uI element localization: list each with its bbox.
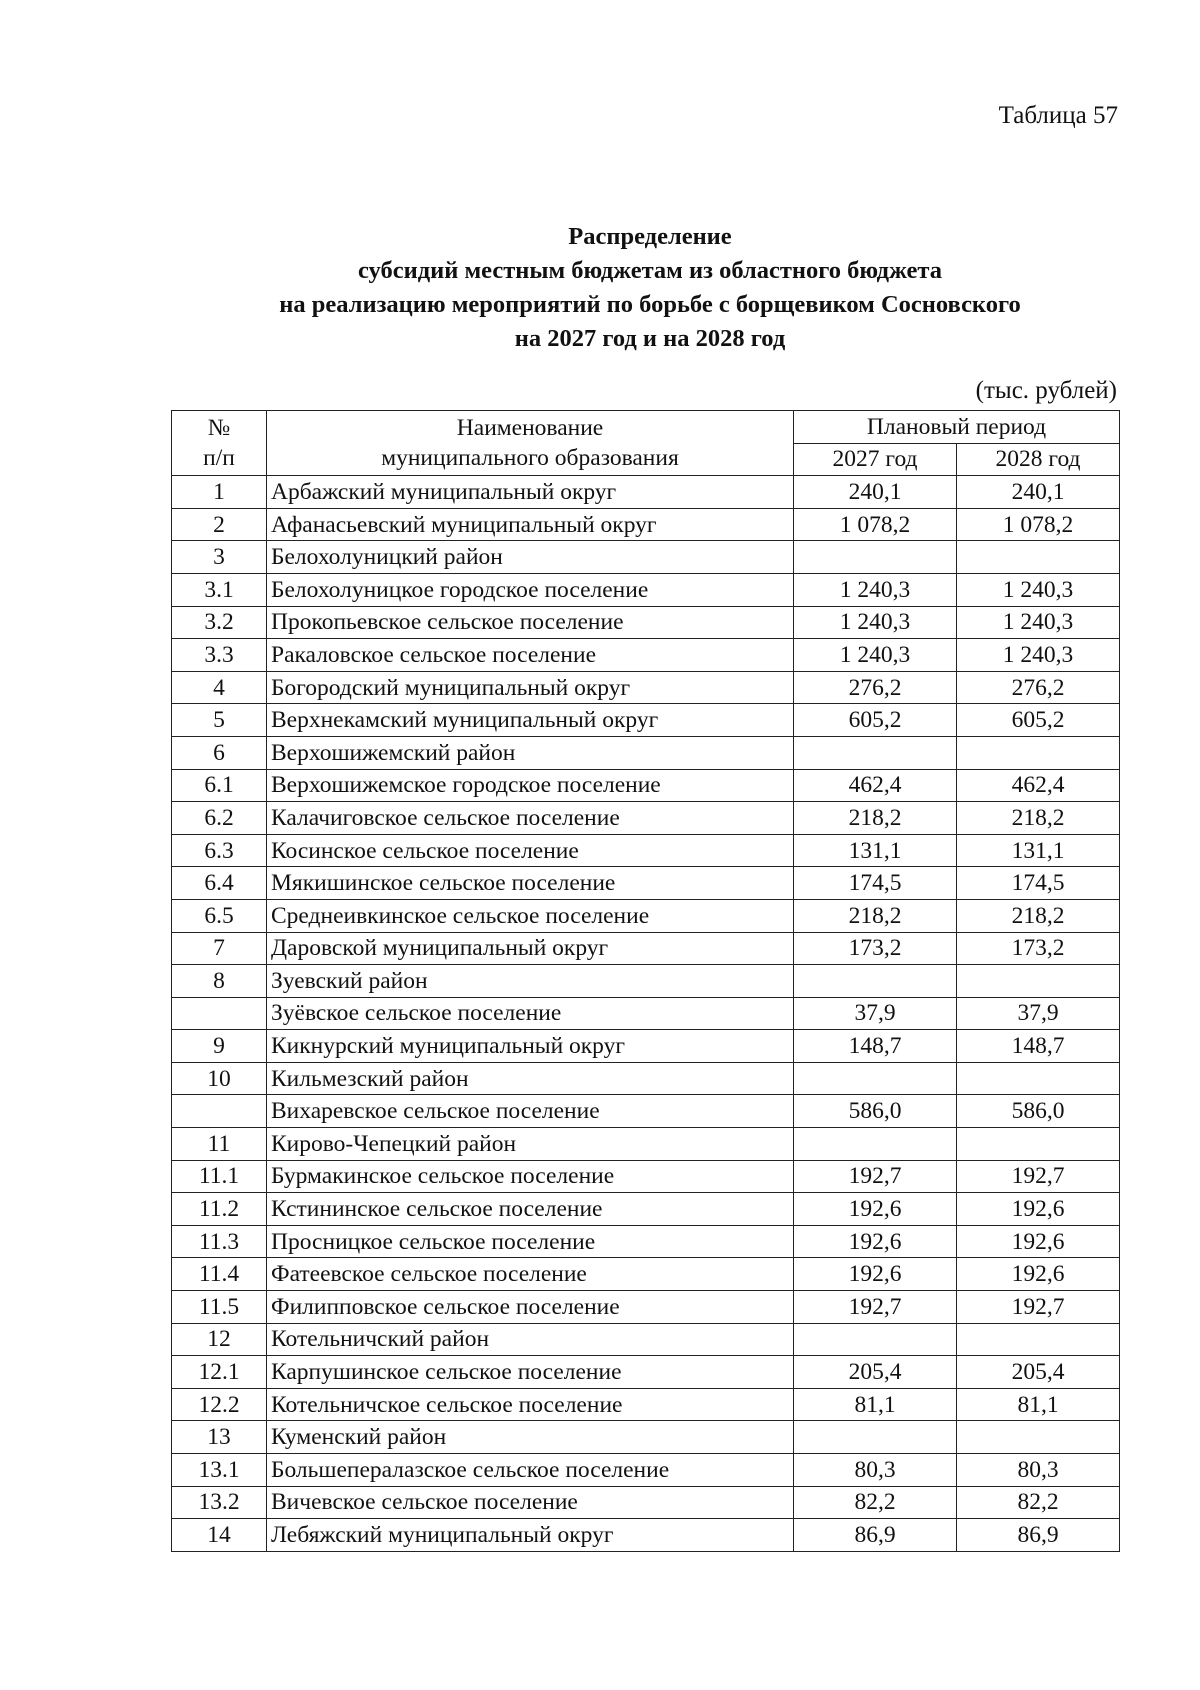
table-row — [172, 1486, 1120, 1519]
row-2027-cell: 174,5 — [794, 867, 957, 900]
table-row — [172, 1193, 1120, 1226]
header-name-line2: муниципального образования — [381, 445, 679, 472]
row-2027-cell: 605,2 — [794, 704, 957, 737]
row-number-cell: 6.3 — [172, 834, 267, 867]
row-2028-cell — [957, 736, 1120, 769]
row-number-cell: 3.3 — [172, 639, 267, 672]
row-name-cell: Даровской муниципальный округ — [267, 932, 794, 965]
row-2027-cell: 218,2 — [794, 802, 957, 835]
table-row — [172, 899, 1120, 932]
row-2028-cell: 205,4 — [957, 1356, 1120, 1389]
row-name-cell: Котельничский район — [267, 1323, 794, 1356]
row-2028-cell: 218,2 — [957, 899, 1120, 932]
row-number-cell: 13.1 — [172, 1454, 267, 1487]
table-row — [172, 1128, 1120, 1161]
row-number-cell: 12.2 — [172, 1388, 267, 1421]
table-row — [172, 1030, 1120, 1063]
table-row — [172, 1062, 1120, 1095]
row-2028-cell: 1 240,3 — [957, 639, 1120, 672]
row-2028-cell: 218,2 — [957, 802, 1120, 835]
row-2028-cell: 240,1 — [957, 476, 1120, 509]
row-number-cell: 1 — [172, 476, 267, 509]
row-name-cell: Среднеивкинское сельское поселение — [267, 899, 794, 932]
row-2028-cell: 192,7 — [957, 1291, 1120, 1324]
row-name-cell: Карпушинское сельское поселение — [267, 1356, 794, 1389]
table-row — [172, 1095, 1120, 1128]
title-line: на реализацию мероприятий по борьбе с борщевиком Сосновского — [279, 291, 1021, 318]
table-row — [172, 508, 1120, 541]
row-name-cell: Лебяжский муниципальный округ — [267, 1519, 794, 1552]
row-name-cell: Белохолуницкое городское поселение — [267, 573, 794, 606]
table-row — [172, 1225, 1120, 1258]
row-name-cell: Верхошижемское городское поселение — [267, 769, 794, 802]
row-name-cell: Филипповское сельское поселение — [267, 1291, 794, 1324]
table-row — [172, 671, 1120, 704]
row-2027-cell: 82,2 — [794, 1486, 957, 1519]
row-2028-cell: 1 240,3 — [957, 606, 1120, 639]
row-number-cell: 6.5 — [172, 899, 267, 932]
row-2027-cell: 192,6 — [794, 1225, 957, 1258]
row-number-cell: 3 — [172, 541, 267, 574]
row-name-cell: Кикнурский муниципальный округ — [267, 1030, 794, 1063]
row-name-cell: Зуевский район — [267, 965, 794, 998]
row-number-cell: 6.4 — [172, 867, 267, 900]
table-row — [172, 704, 1120, 737]
table-row — [172, 1454, 1120, 1487]
header-year-2028: 2028 год — [957, 443, 1120, 476]
row-2027-cell: 240,1 — [794, 476, 957, 509]
row-number-cell: 11.4 — [172, 1258, 267, 1291]
row-2027-cell — [794, 1323, 957, 1356]
row-number-cell: 12.1 — [172, 1356, 267, 1389]
row-number-cell: 6 — [172, 736, 267, 769]
row-name-cell: Калачиговское сельское поселение — [267, 802, 794, 835]
header-year-2027: 2027 год — [794, 443, 957, 476]
row-number-cell: 13.2 — [172, 1486, 267, 1519]
row-2028-cell — [957, 541, 1120, 574]
table-row — [172, 834, 1120, 867]
row-number-cell: 11.5 — [172, 1291, 267, 1324]
row-2028-cell: 462,4 — [957, 769, 1120, 802]
table-row — [172, 573, 1120, 606]
row-number-cell — [172, 1095, 267, 1128]
row-number-cell: 6.1 — [172, 769, 267, 802]
row-name-cell: Богородский муниципальный округ — [267, 671, 794, 704]
table-header-row — [172, 411, 1120, 444]
row-number-cell: 3.1 — [172, 573, 267, 606]
row-2027-cell: 1 078,2 — [794, 508, 957, 541]
header-number — [172, 411, 267, 476]
row-number-cell: 13 — [172, 1421, 267, 1454]
subsidy-table — [171, 410, 1120, 1552]
title-line: Распределение — [568, 223, 732, 250]
header-number-line1: № — [207, 415, 231, 442]
header-period: Плановый период — [794, 411, 1120, 444]
row-name-cell: Косинское сельское поселение — [267, 834, 794, 867]
row-number-cell — [172, 997, 267, 1030]
units-label: (тыс. рублей) — [975, 377, 1117, 404]
row-number-cell: 4 — [172, 671, 267, 704]
row-name-cell: Ракаловское сельское поселение — [267, 639, 794, 672]
row-2028-cell: 276,2 — [957, 671, 1120, 704]
row-number-cell: 3.2 — [172, 606, 267, 639]
row-2027-cell — [794, 1421, 957, 1454]
row-2028-cell: 81,1 — [957, 1388, 1120, 1421]
row-number-cell: 9 — [172, 1030, 267, 1063]
row-2027-cell: 173,2 — [794, 932, 957, 965]
row-name-cell: Афанасьевский муниципальный округ — [267, 508, 794, 541]
table-row — [172, 1421, 1120, 1454]
row-2028-cell: 192,6 — [957, 1225, 1120, 1258]
row-name-cell: Верхнекамский муниципальный округ — [267, 704, 794, 737]
row-2027-cell: 276,2 — [794, 671, 957, 704]
table-row — [172, 1291, 1120, 1324]
table-row — [172, 639, 1120, 672]
row-number-cell: 7 — [172, 932, 267, 965]
row-number-cell: 5 — [172, 704, 267, 737]
row-2028-cell — [957, 1323, 1120, 1356]
row-2028-cell — [957, 1128, 1120, 1161]
row-2027-cell — [794, 736, 957, 769]
row-number-cell: 11 — [172, 1128, 267, 1161]
table-row — [172, 997, 1120, 1030]
table-row — [172, 1388, 1120, 1421]
row-number-cell: 8 — [172, 965, 267, 998]
table-row — [172, 1160, 1120, 1193]
row-name-cell: Бурмакинское сельское поселение — [267, 1160, 794, 1193]
row-2027-cell: 192,7 — [794, 1291, 957, 1324]
row-2027-cell: 218,2 — [794, 899, 957, 932]
row-name-cell: Мякишинское сельское поселение — [267, 867, 794, 900]
table-row — [172, 965, 1120, 998]
table-row — [172, 606, 1120, 639]
row-2028-cell: 192,7 — [957, 1160, 1120, 1193]
document-title — [0, 220, 1200, 356]
table-row — [172, 736, 1120, 769]
row-2027-cell: 192,7 — [794, 1160, 957, 1193]
row-name-cell: Кирово-Чепецкий район — [267, 1128, 794, 1161]
row-2027-cell: 205,4 — [794, 1356, 957, 1389]
row-2028-cell: 586,0 — [957, 1095, 1120, 1128]
row-name-cell: Зуёвское сельское поселение — [267, 997, 794, 1030]
header-name — [267, 411, 794, 476]
row-number-cell: 10 — [172, 1062, 267, 1095]
row-name-cell: Котельничское сельское поселение — [267, 1388, 794, 1421]
row-2027-cell: 192,6 — [794, 1258, 957, 1291]
row-2028-cell: 86,9 — [957, 1519, 1120, 1552]
row-name-cell: Арбажский муниципальный округ — [267, 476, 794, 509]
row-2028-cell: 192,6 — [957, 1258, 1120, 1291]
row-2028-cell: 80,3 — [957, 1454, 1120, 1487]
row-2028-cell: 148,7 — [957, 1030, 1120, 1063]
row-2028-cell: 1 078,2 — [957, 508, 1120, 541]
row-number-cell: 11.1 — [172, 1160, 267, 1193]
row-2027-cell — [794, 965, 957, 998]
row-name-cell: Вихаревское сельское поселение — [267, 1095, 794, 1128]
row-name-cell: Куменский район — [267, 1421, 794, 1454]
row-name-cell: Кильмезский район — [267, 1062, 794, 1095]
row-2028-cell — [957, 965, 1120, 998]
row-2028-cell: 605,2 — [957, 704, 1120, 737]
table-row — [172, 476, 1120, 509]
table-number: Таблица 57 — [998, 102, 1118, 129]
title-line: на 2027 год и на 2028 год — [514, 325, 786, 352]
row-number-cell: 6.2 — [172, 802, 267, 835]
row-number-cell: 11.3 — [172, 1225, 267, 1258]
table-row — [172, 1258, 1120, 1291]
row-2027-cell: 586,0 — [794, 1095, 957, 1128]
header-number-line2: п/п — [203, 445, 235, 472]
row-name-cell: Прокопьевское сельское поселение — [267, 606, 794, 639]
row-name-cell: Фатеевское сельское поселение — [267, 1258, 794, 1291]
row-2028-cell: 174,5 — [957, 867, 1120, 900]
row-number-cell: 2 — [172, 508, 267, 541]
table-body — [172, 476, 1120, 1552]
row-2028-cell: 82,2 — [957, 1486, 1120, 1519]
row-name-cell: Верхошижемский район — [267, 736, 794, 769]
row-name-cell: Большепералазское сельское поселение — [267, 1454, 794, 1487]
row-2027-cell: 192,6 — [794, 1193, 957, 1226]
row-name-cell: Кстининское сельское поселение — [267, 1193, 794, 1226]
row-number-cell: 14 — [172, 1519, 267, 1552]
row-2027-cell: 1 240,3 — [794, 573, 957, 606]
row-2027-cell: 148,7 — [794, 1030, 957, 1063]
row-number-cell: 12 — [172, 1323, 267, 1356]
row-2027-cell: 1 240,3 — [794, 606, 957, 639]
row-2027-cell: 37,9 — [794, 997, 957, 1030]
row-2028-cell: 1 240,3 — [957, 573, 1120, 606]
header-name-line1: Наименование — [456, 415, 604, 442]
row-2028-cell: 131,1 — [957, 834, 1120, 867]
row-2027-cell: 131,1 — [794, 834, 957, 867]
table-row — [172, 1519, 1120, 1552]
table-row — [172, 769, 1120, 802]
table-row — [172, 1323, 1120, 1356]
row-2027-cell: 462,4 — [794, 769, 957, 802]
row-2028-cell: 37,9 — [957, 997, 1120, 1030]
row-2027-cell — [794, 1128, 957, 1161]
row-name-cell: Вичевское сельское поселение — [267, 1486, 794, 1519]
table-row — [172, 541, 1120, 574]
row-2028-cell — [957, 1062, 1120, 1095]
table-row — [172, 1356, 1120, 1389]
row-2028-cell — [957, 1421, 1120, 1454]
row-2027-cell — [794, 1062, 957, 1095]
row-2027-cell: 81,1 — [794, 1388, 957, 1421]
row-2027-cell — [794, 541, 957, 574]
row-2028-cell: 192,6 — [957, 1193, 1120, 1226]
row-2027-cell: 80,3 — [794, 1454, 957, 1487]
title-line: субсидий местным бюджетам из областного бюджета — [358, 257, 942, 284]
table-row — [172, 932, 1120, 965]
row-2028-cell: 173,2 — [957, 932, 1120, 965]
row-name-cell: Просницкое сельское поселение — [267, 1225, 794, 1258]
row-number-cell: 11.2 — [172, 1193, 267, 1226]
row-2027-cell: 1 240,3 — [794, 639, 957, 672]
table-row — [172, 802, 1120, 835]
table-row — [172, 867, 1120, 900]
row-2027-cell: 86,9 — [794, 1519, 957, 1552]
row-name-cell: Белохолуницкий район — [267, 541, 794, 574]
